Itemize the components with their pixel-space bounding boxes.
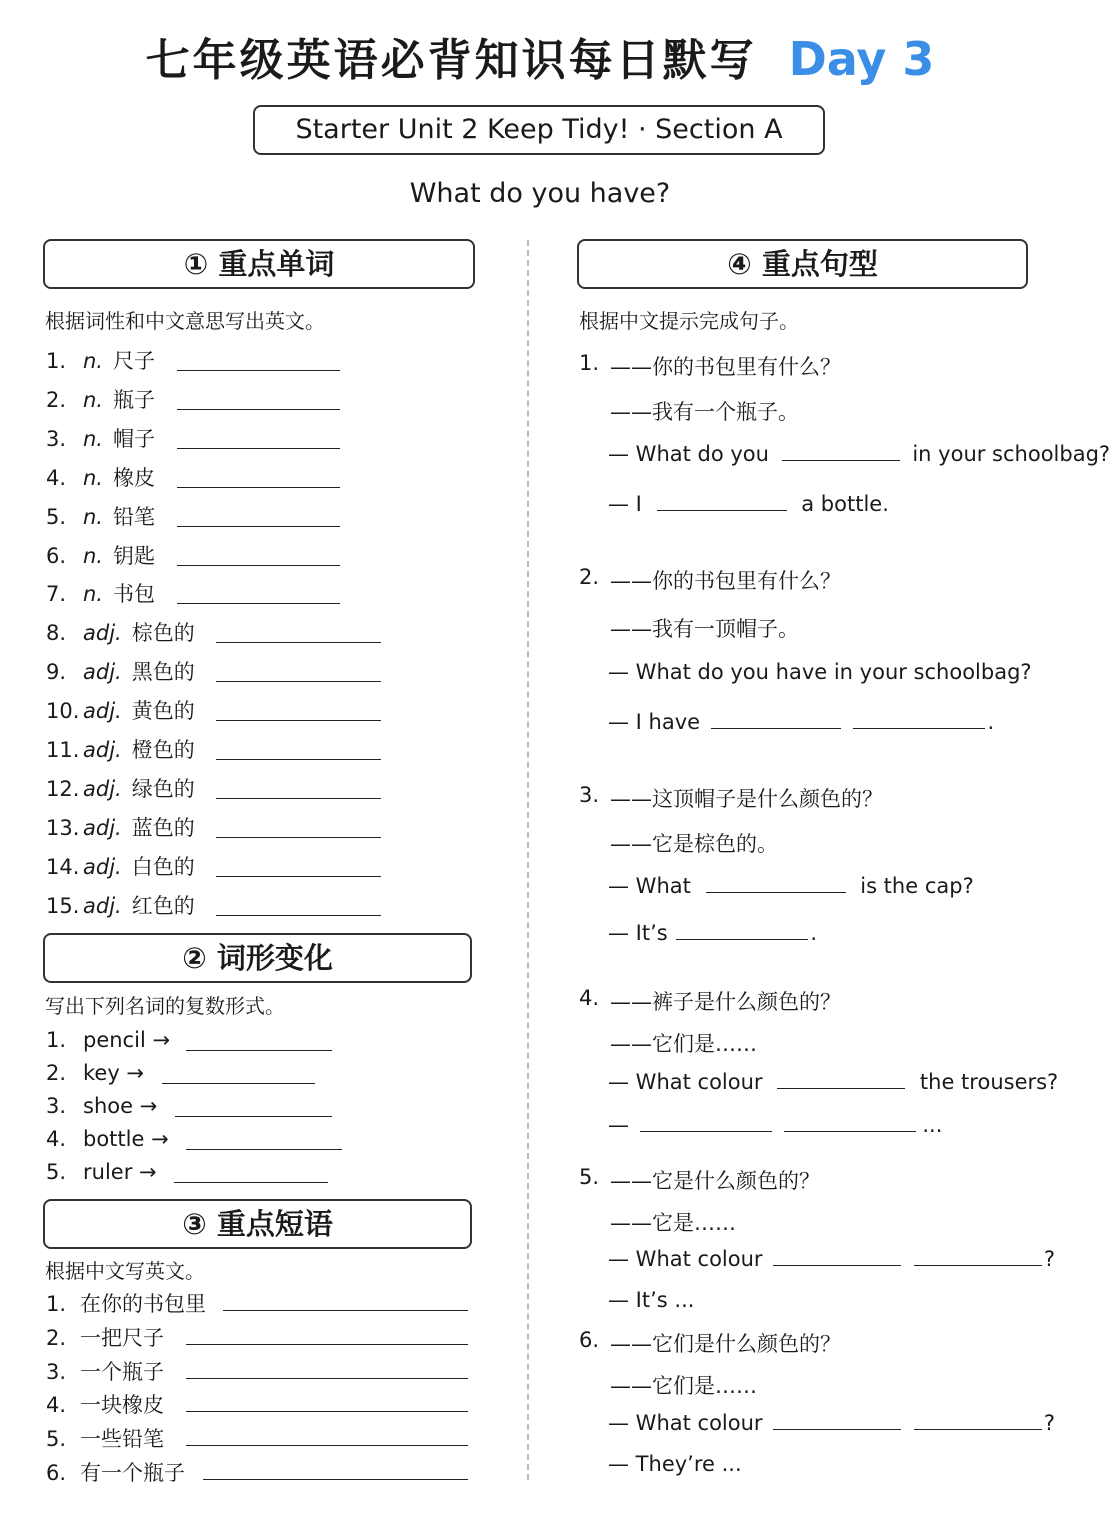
q1-zh-answer: ——我有一个瓶子。 xyxy=(610,400,799,424)
q3-zh-answer: ——它是棕色的。 xyxy=(610,832,778,856)
part-of-speech: adj. xyxy=(83,738,122,762)
q4-en-a-start: — xyxy=(608,1113,629,1137)
chinese-meaning: 铅笔 xyxy=(113,504,155,529)
q1-en-q-end: in your schoolbag? xyxy=(912,442,1110,466)
answer-blank[interactable] xyxy=(177,603,340,604)
answer-blank[interactable] xyxy=(216,720,381,721)
answer-blank[interactable] xyxy=(186,1050,332,1051)
answer-blank[interactable] xyxy=(177,370,340,371)
word-item xyxy=(46,578,155,608)
section2-heading: ② 词形变化 xyxy=(43,933,472,983)
item-number: 10. xyxy=(46,699,80,724)
section3-instruction: 根据中文写英文。 xyxy=(45,1259,205,1283)
answer-blank[interactable] xyxy=(186,1344,468,1345)
answer-blank[interactable] xyxy=(175,1116,332,1117)
item-number: 3. xyxy=(46,426,67,451)
q2-zh-answer: ——我有一顶帽子。 xyxy=(610,617,799,641)
answer-blank[interactable] xyxy=(216,681,381,682)
answer-blank[interactable] xyxy=(216,642,381,643)
word-item xyxy=(46,384,155,414)
q2-blank-2[interactable] xyxy=(853,710,985,729)
chinese-meaning: 棕色的 xyxy=(131,621,195,646)
item-number: 3. xyxy=(46,1094,67,1118)
part-of-speech: adj. xyxy=(83,699,122,724)
unit-banner: Starter Unit 2 Keep Tidy! · Section A xyxy=(253,105,825,155)
chinese-meaning: 书包 xyxy=(113,582,155,607)
item-number: 15. xyxy=(46,893,80,918)
column-divider xyxy=(527,240,529,1480)
answer-blank[interactable] xyxy=(216,915,381,916)
section2-instruction: 写出下列名词的复数形式。 xyxy=(45,994,285,1018)
q1-en-answer xyxy=(608,492,889,516)
word-item xyxy=(46,617,195,647)
item-number: 1. xyxy=(46,1292,67,1316)
word-item xyxy=(46,851,195,881)
q5-en-q-end: ? xyxy=(1043,1247,1056,1271)
q2-en-answer xyxy=(608,710,994,734)
chinese-phrase: 在你的书包里 xyxy=(80,1292,206,1316)
plural-item xyxy=(46,1061,144,1085)
chinese-meaning: 黑色的 xyxy=(131,660,195,685)
q2-number: 2. xyxy=(579,565,600,589)
plural-item xyxy=(46,1127,169,1151)
item-number: 11. xyxy=(46,738,80,762)
q4-en-q-start: — What colour xyxy=(608,1070,763,1094)
part-of-speech: adj. xyxy=(83,776,122,801)
word-item xyxy=(46,501,155,531)
item-number: 6. xyxy=(46,543,67,568)
phrase-item xyxy=(46,1322,164,1352)
q1-zh-question: ——你的书包里有什么？ xyxy=(610,355,841,379)
q5-blank-2[interactable] xyxy=(914,1247,1042,1266)
item-number: 9. xyxy=(46,660,67,685)
phrase-item xyxy=(46,1389,164,1419)
section1-instruction: 根据词性和中文意思写出英文。 xyxy=(45,309,325,333)
chinese-phrase: 一块橡皮 xyxy=(80,1393,164,1418)
q6-zh-answer: ——它们是…… xyxy=(610,1374,757,1398)
day-label: Day 3 xyxy=(788,32,935,86)
word-item xyxy=(46,423,155,453)
item-number: 13. xyxy=(46,815,80,840)
section4-heading: ④ 重点句型 xyxy=(577,239,1028,289)
part-of-speech: n. xyxy=(83,426,103,451)
item-number: 2. xyxy=(46,387,67,412)
part-of-speech: n. xyxy=(83,387,103,412)
answer-blank[interactable] xyxy=(177,565,340,566)
answer-blank[interactable] xyxy=(216,876,381,877)
q5-en-q-start: — What colour xyxy=(608,1247,763,1271)
q4-blank-1[interactable] xyxy=(777,1070,905,1089)
q4-en-answer xyxy=(608,1113,942,1137)
q6-zh-question: ——它们是什么颜色的？ xyxy=(610,1332,841,1356)
q5-zh-question: ——它是什么颜色的？ xyxy=(610,1169,820,1193)
q6-en-q-start: — What colour xyxy=(608,1411,763,1435)
item-number: 3. xyxy=(46,1359,67,1384)
word-item xyxy=(46,462,155,492)
chinese-meaning: 橡皮 xyxy=(113,465,155,490)
item-number: 14. xyxy=(46,854,80,879)
word-item xyxy=(46,773,195,803)
q6-number: 6. xyxy=(579,1328,600,1352)
q1-en-question xyxy=(608,442,1110,466)
q2-en-a-end: . xyxy=(987,710,995,734)
chinese-meaning: 黄色的 xyxy=(131,699,195,724)
answer-blank[interactable] xyxy=(186,1149,342,1150)
item-number: 6. xyxy=(46,1461,67,1485)
q2-en-a-start: — I have xyxy=(608,710,701,734)
singular-word: pencil → xyxy=(83,1028,171,1052)
part-of-speech: adj. xyxy=(83,621,122,646)
q3-en-question xyxy=(608,874,974,898)
chinese-meaning: 红色的 xyxy=(131,893,195,918)
q3-en-a-start: — It’s xyxy=(608,921,668,945)
q3-en-q-start: — What xyxy=(608,874,691,898)
phrase-item xyxy=(46,1423,164,1453)
q4-zh-question: ——裤子是什么颜色的？ xyxy=(610,990,841,1014)
title-text: 七年级英语必背知识每日默写 xyxy=(145,35,757,86)
answer-blank[interactable] xyxy=(216,759,381,760)
chinese-phrase: 有一个瓶子 xyxy=(80,1461,185,1485)
section4-instruction: 根据中文提示完成句子。 xyxy=(579,309,799,333)
q3-en-a-end: . xyxy=(810,921,818,945)
chinese-meaning: 绿色的 xyxy=(131,776,195,801)
q4-blank-3[interactable] xyxy=(784,1113,916,1132)
q3-en-answer xyxy=(608,921,817,945)
answer-blank[interactable] xyxy=(216,798,381,799)
item-number: 4. xyxy=(46,465,67,490)
word-item xyxy=(46,540,155,570)
q6-blank-2[interactable] xyxy=(914,1411,1042,1430)
item-number: 4. xyxy=(46,1393,67,1418)
singular-word: key → xyxy=(83,1061,145,1085)
chinese-meaning: 尺子 xyxy=(113,349,155,373)
item-number: 1. xyxy=(46,1028,67,1052)
q5-blank-1[interactable] xyxy=(773,1247,901,1266)
item-number: 8. xyxy=(46,621,67,646)
part-of-speech: adj. xyxy=(83,893,122,918)
phrase-item xyxy=(46,1356,164,1386)
q5-number: 5. xyxy=(579,1165,600,1189)
chinese-phrase: 一个瓶子 xyxy=(80,1359,164,1384)
item-number: 12. xyxy=(46,776,80,801)
q1-en-a-end: a bottle. xyxy=(801,492,889,516)
answer-blank[interactable] xyxy=(186,1378,468,1379)
answer-blank[interactable] xyxy=(177,487,340,488)
word-item xyxy=(46,890,195,920)
q4-number: 4. xyxy=(579,986,600,1010)
chinese-meaning: 橙色的 xyxy=(131,738,195,762)
item-number: 1. xyxy=(46,349,67,373)
part-of-speech: adj. xyxy=(83,854,122,879)
item-number: 4. xyxy=(46,1127,67,1151)
plural-item xyxy=(46,1160,157,1184)
chinese-phrase: 一把尺子 xyxy=(80,1325,164,1350)
chinese-meaning: 瓶子 xyxy=(113,387,155,412)
q4-en-a-end: ... xyxy=(922,1113,943,1137)
answer-blank[interactable] xyxy=(186,1411,468,1412)
singular-word: ruler → xyxy=(83,1160,157,1184)
q1-blank-1[interactable] xyxy=(782,442,900,461)
answer-blank[interactable] xyxy=(177,409,340,410)
word-item xyxy=(46,656,195,686)
q2-blank-1[interactable] xyxy=(711,710,841,729)
answer-blank[interactable] xyxy=(223,1310,468,1311)
plural-item xyxy=(46,1028,170,1052)
q3-en-q-end: is the cap? xyxy=(860,874,974,898)
part-of-speech: n. xyxy=(83,543,103,568)
item-number: 5. xyxy=(46,504,67,529)
q6-en-q-end: ? xyxy=(1043,1411,1056,1435)
q2-zh-question: ——你的书包里有什么？ xyxy=(610,569,841,593)
q5-en-question xyxy=(608,1247,1055,1271)
singular-word: bottle → xyxy=(83,1127,169,1151)
part-of-speech: n. xyxy=(83,582,103,607)
answer-blank[interactable] xyxy=(216,837,381,838)
part-of-speech: n. xyxy=(83,349,103,373)
word-item xyxy=(46,345,155,375)
word-item xyxy=(46,695,195,725)
item-number: 2. xyxy=(46,1325,67,1350)
part-of-speech: n. xyxy=(83,504,103,529)
page-title xyxy=(0,24,1080,88)
plural-item xyxy=(46,1094,157,1118)
item-number: 5. xyxy=(46,1160,67,1184)
part-of-speech: adj. xyxy=(83,815,122,840)
chinese-meaning: 蓝色的 xyxy=(131,815,195,840)
q6-blank-1[interactable] xyxy=(773,1411,901,1430)
section3-heading: ③ 重点短语 xyxy=(43,1199,472,1249)
word-item xyxy=(46,812,195,842)
q5-zh-answer: ——它是…… xyxy=(610,1211,736,1235)
answer-blank[interactable] xyxy=(177,448,340,449)
section1-heading: ① 重点单词 xyxy=(43,239,475,289)
phrase-item xyxy=(46,1288,206,1318)
q3-zh-question: ——这顶帽子是什么颜色的？ xyxy=(610,787,883,811)
q1-en-q-start: — What do you xyxy=(608,442,769,466)
q5-en-answer: — It’s ... xyxy=(608,1288,695,1312)
answer-blank[interactable] xyxy=(186,1445,468,1446)
chinese-phrase: 一些铅笔 xyxy=(80,1427,164,1452)
subtitle: What do you have? xyxy=(409,178,671,209)
part-of-speech: adj. xyxy=(83,660,122,685)
chinese-meaning: 钥匙 xyxy=(113,543,155,568)
q1-blank-2[interactable] xyxy=(657,492,787,511)
item-number: 7. xyxy=(46,582,67,607)
q3-number: 3. xyxy=(579,783,600,807)
chinese-meaning: 帽子 xyxy=(113,426,155,451)
q2-en-question: — What do you have in your schoolbag? xyxy=(608,660,1032,684)
q6-en-answer: — They’re ... xyxy=(608,1452,742,1476)
part-of-speech: n. xyxy=(83,465,103,490)
q3-blank-2[interactable] xyxy=(676,921,808,940)
q1-en-a-start: — I xyxy=(608,492,642,516)
answer-blank[interactable] xyxy=(177,526,340,527)
singular-word: shoe → xyxy=(83,1094,158,1118)
answer-blank[interactable] xyxy=(162,1083,315,1084)
q4-en-q-end: the trousers? xyxy=(919,1070,1059,1094)
item-number: 5. xyxy=(46,1427,67,1452)
phrase-item xyxy=(46,1457,185,1487)
answer-blank[interactable] xyxy=(203,1479,468,1480)
q3-blank-1[interactable] xyxy=(706,874,846,893)
q4-blank-2[interactable] xyxy=(640,1113,772,1132)
chinese-meaning: 白色的 xyxy=(131,854,195,879)
q6-en-question xyxy=(608,1411,1055,1435)
q4-en-question xyxy=(608,1070,1058,1094)
q4-zh-answer: ——它们是…… xyxy=(610,1032,757,1056)
answer-blank[interactable] xyxy=(174,1182,328,1183)
item-number: 2. xyxy=(46,1061,67,1085)
word-item xyxy=(46,734,195,764)
q1-number: 1. xyxy=(579,351,600,375)
